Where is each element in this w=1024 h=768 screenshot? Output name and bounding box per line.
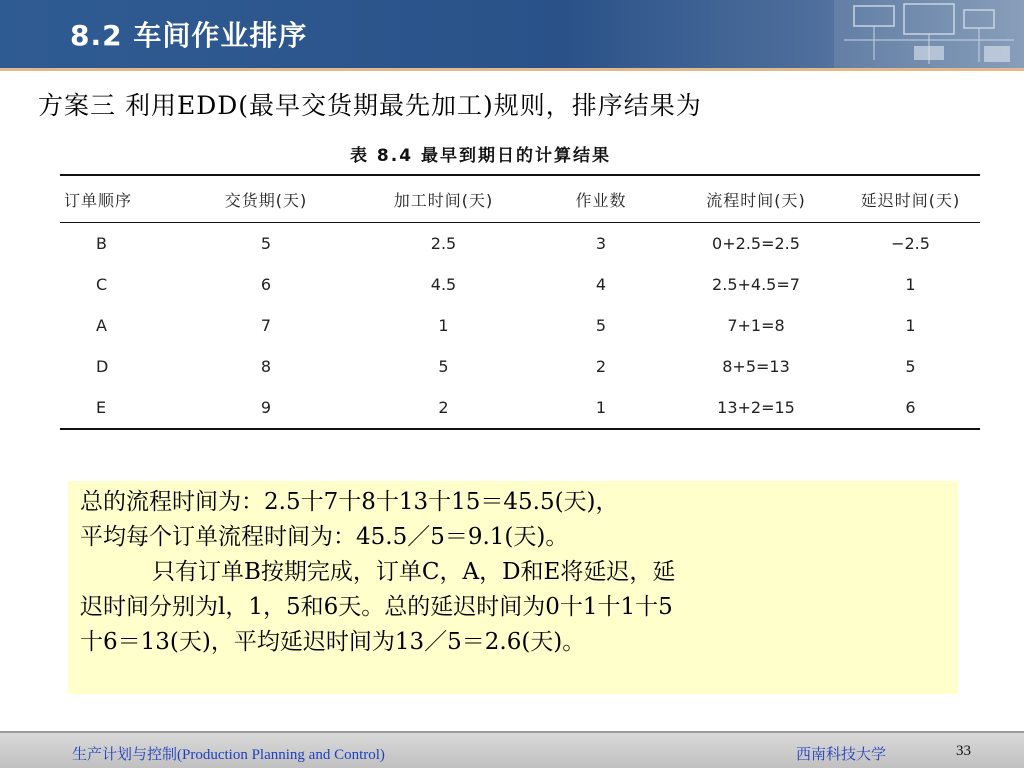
table-row (60, 223, 980, 265)
table-cell: C (96, 275, 108, 294)
table-cell: 5 (905, 357, 916, 376)
summary-line: 十6＝13(天)，平均延迟时间为13／5＝2.6(天)。 (80, 629, 586, 655)
table-cell: B (96, 234, 107, 253)
table-cell: 5 (438, 357, 449, 376)
table-cell: 1 (595, 398, 607, 417)
slide-title: 8.2 车间作业排序 (70, 19, 308, 52)
table-cell: 1 (905, 275, 916, 294)
edd-result-table (60, 174, 980, 430)
table-row (60, 346, 980, 387)
table-cell: 2.5 (430, 234, 457, 253)
table-caption: 表 8.4 最早到期日的计算结果 (350, 146, 611, 166)
column-header: 交货期(天) (224, 190, 308, 210)
summary-line: 只有订单B按期完成，订单C，A，D和E将延迟，延 (152, 559, 676, 585)
table-cell: 4 (595, 275, 607, 294)
summary-box (68, 481, 958, 694)
table-cell: 2 (595, 357, 607, 376)
table-cell: A (96, 316, 107, 335)
table-cell: 7+1=8 (727, 316, 785, 335)
page-number: 33 (956, 743, 971, 759)
column-header: 加工时间(天) (393, 190, 494, 210)
summary-line: 总的流程时间为：2.5十7十8十13十15＝45.5(天)， (80, 489, 619, 515)
table-cell: 1 (905, 316, 916, 335)
school-name: 西南科技大学 (796, 747, 887, 763)
table-cell: 8 (260, 357, 272, 376)
table-cell: −2.5 (891, 234, 930, 253)
table-cell: 6 (260, 275, 272, 294)
slide-footer (0, 731, 1024, 768)
table-row (60, 264, 980, 305)
summary-line: 迟时间分别为l，1，5和6天。总的延迟时间为0十1十1十5 (80, 594, 673, 620)
column-header: 作业数 (575, 190, 627, 210)
column-header: 订单顺序 (64, 190, 133, 210)
table-header-row (60, 175, 980, 223)
table-cell: 5 (260, 234, 272, 253)
course-name: 生产计划与控制(Production Planning and Control) (72, 747, 385, 763)
table-row (60, 305, 980, 346)
table-cell: 5 (595, 316, 607, 335)
slide-header (0, 0, 1024, 71)
circuit-decoration-icon (834, 0, 1024, 68)
table-cell: 2 (438, 398, 449, 417)
scheme-intro: 方案三 利用EDD(最早交货期最先加工)规则，排序结果为 (38, 91, 702, 120)
table-cell: 8+5=13 (722, 357, 790, 376)
table-cell: 2.5+4.5=7 (712, 275, 800, 294)
summary-line: 平均每个订单流程时间为：45.5／5＝9.1(天)。 (80, 524, 569, 550)
table-row (60, 387, 980, 429)
column-header: 延迟时间(天) (860, 190, 961, 210)
table-cell: 4.5 (430, 275, 457, 294)
column-header: 流程时间(天) (706, 190, 806, 210)
table-cell: 3 (595, 234, 607, 253)
table-cell: 7 (260, 316, 272, 335)
table-cell: 13+2=15 (717, 398, 795, 417)
table-cell: 6 (905, 398, 916, 417)
table-cell: D (96, 357, 109, 376)
table-cell: 0+2.5=2.5 (712, 234, 800, 253)
table-cell: 1 (438, 316, 449, 335)
table-cell: E (96, 398, 107, 417)
table-cell: 9 (260, 398, 272, 417)
